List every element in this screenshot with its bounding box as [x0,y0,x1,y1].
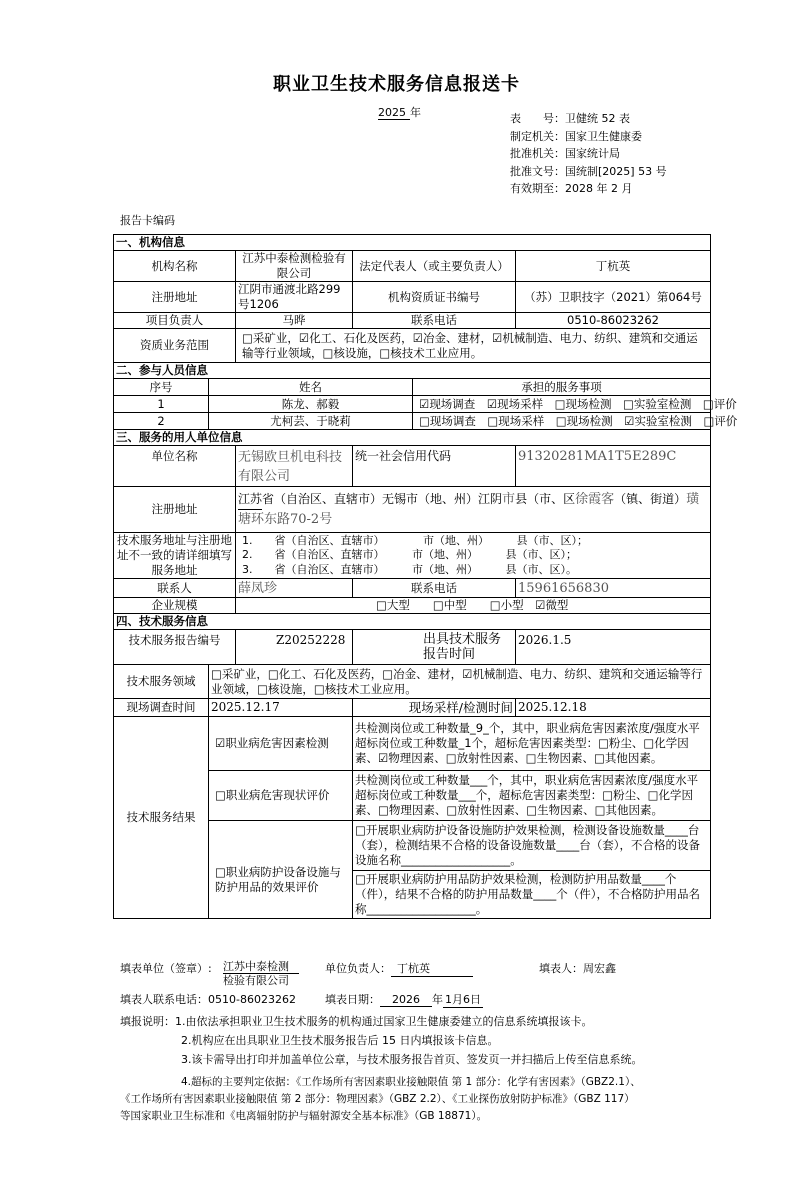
fill-unit-label: 填表单位（签章）: [120,962,212,975]
item-label: 评价 [714,413,738,428]
scope-label: 资质业务范围 [114,329,236,363]
staff-row [114,396,711,413]
item-label: 评价 [713,396,737,411]
field-mark-3[interactable]: ☑ [462,666,473,681]
size-opt-2: 小型 [500,598,524,612]
fdate-md: 1月6日 [445,993,481,1006]
scope-opt-1: 化工、石化及医药， [309,330,413,345]
pm-label: 项目负责人 [114,313,236,329]
scope-opt-5: 核技术工业应用。 [390,345,483,360]
r1-mark[interactable]: ☑ [215,736,226,750]
item-mark[interactable]: □ [554,396,566,411]
item-mark[interactable]: ☑ [624,413,635,428]
col-name: 姓名 [209,379,413,396]
unit-name: 无锡欧旦机电科技有限公司 [236,446,353,487]
org-label: 制定机关： [510,129,565,143]
item-label: 现场检测 [565,396,612,411]
contact-tel: 15961656830 [516,579,711,598]
note-6: 等国家职业卫生标准和《电离辐射防护与辐射源安全基本标准》（GB 18871）。 [120,1110,488,1122]
unit-name-label: 单位名称 [114,446,236,487]
unit-prov: 江苏 [238,490,262,510]
scope-options [236,329,711,363]
item-label: 实验室检测 [633,396,692,411]
legal-rep-label: 法定代表人（或主要负责人） [353,251,516,282]
field-opt-3: 机械制造、电力、纺织、建筑和交通运输等行业领域， [211,666,703,696]
section-org-title: 一、机构信息 [114,235,711,251]
col-no: 序号 [114,379,209,396]
report-date-label: 出具技术服务报告时间 [353,630,516,665]
field-opt-0: 采矿业， [221,666,268,681]
scope-mark-1[interactable]: ☑ [298,330,310,345]
sample-date: 2025.12.18 [516,699,711,717]
ftel: 0510-86023262 [208,993,296,1006]
unit-addr-label: 注册地址 [114,487,236,533]
r1-text: 共检测岗位或工种数量_9_个，其中，职业病危害因素浓度/强度水平超标岗位或工种数量_1个，超标危害因素类型：□粉尘、□化学因素、☑物理因素、□放射性因素、□生物因素、□其他因素。 [353,717,711,771]
org-addr-label: 注册地址 [114,282,236,313]
section-staff-title: 二、参与人员信息 [114,363,711,379]
scope-mark-3[interactable]: ☑ [492,330,503,345]
head: 丁杭英 [391,960,473,977]
field-options [209,665,711,699]
unit-county: 市 [502,492,516,507]
field-opt-4: 核设施， [267,681,314,696]
item-label: 现场调查 [429,413,476,428]
field-mark-4[interactable]: □ [257,681,268,696]
org-tel-label: 联系电话 [353,313,516,329]
item-mark[interactable]: □ [487,413,499,428]
head-block [325,960,473,977]
org: 国家卫生健康委 [565,129,642,143]
valid-label: 有效期至： [510,182,565,195]
fdate-label: 填表日期： [325,993,380,1006]
form-metadata [510,110,667,198]
svc-line-3: 3. 省（自治区、直辖市） 市（地、州） 县（市、区）。 [242,562,577,576]
ftel-label: 填表人联系电话： [120,993,208,1006]
r4-text: □开展职业病防护用品防护效果检测，检测防护用品数量____个（件），结果不合格的防护用品数量____个（件），不合格防护用品名称___________________。 [353,871,711,919]
cert-label: 机构资质证书编号 [353,282,516,313]
scope-opt-2: 冶金、建材， [423,330,492,345]
field-mark-5[interactable]: □ [313,681,325,696]
fill-unit: 江苏中泰检测检验有限公司 [223,960,289,987]
item-label: 现场调查 [429,396,476,411]
svc-addr [236,533,711,579]
svc-line-2: 2. 省（自治区、直辖市） 市（地、州） 县（市、区）； [242,548,577,562]
r2-cell [209,771,353,821]
field-label: 技术服务领域 [114,665,209,699]
r3-cell [209,821,353,919]
page-title: 职业卫生技术服务信息报送卡 [273,74,520,95]
sample-label: 现场采样/检测时间 [353,699,516,717]
note-1: 填报说明：1.由依法承担职业卫生技术服务的机构通过国家卫生健康委建立的信息系统填报该卡。 [120,1015,593,1028]
size-mark-1[interactable]: □ [432,598,444,612]
item-mark[interactable]: □ [702,396,714,411]
legal-rep: 丁杭英 [516,251,711,282]
note-5: 《工作场所有害因素职业接触限值 第 2 部分：物理因素》（GBZ 2.2）、《工业探伤放射防护标准》（GBZ 117） [120,1093,635,1105]
col-item: 承担的服务事项 [413,379,711,396]
scope-mark-0[interactable]: □ [242,330,253,345]
report-year [378,104,421,120]
scope-mark-2[interactable]: ☑ [412,330,423,345]
staff-name: 尤柯芸、于晓莉 [209,413,413,430]
size-mark-0[interactable]: □ [376,598,387,612]
county-suffix: 县（市、区 [515,492,576,506]
item-mark[interactable]: □ [419,413,430,428]
note-2: 2.机构应在出具职业卫生技术服务报告后 15 日内填报该卡信息。 [181,1034,499,1047]
field-opt-1: 化工、石化及医药， [278,666,383,681]
scope-mark-5[interactable]: □ [379,345,391,360]
field-mark-0[interactable]: □ [211,666,222,681]
staff-no: 2 [114,413,209,430]
r3-label: 职业病防护设备设施与防护用品的效果评价 [215,864,341,894]
note-4: 4.超标的主要判定依据：《工作场所有害因素职业接触限值 第 1 部分：化学有害因素》（GBZ2.1）、 [181,1076,641,1088]
table-no-label: 表 号： [510,112,565,125]
field-mark-1[interactable]: □ [267,666,279,681]
doc-label: 批准文号： [510,164,565,178]
item-label: 现场采样 [497,396,544,411]
r1-label: 职业病危害因素检测 [225,736,329,750]
survey-date: 2025.12.17 [209,699,353,717]
size-opt-1: 中型 [443,598,467,612]
size-opt-0: 大型 [386,598,410,612]
unit-addr [236,487,711,533]
staff-name: 陈龙、郝毅 [209,396,413,413]
doc: 国统制[2025] 53 号 [565,164,667,178]
scope-mark-4[interactable]: □ [322,345,334,360]
item-label: 实验室检测 [634,413,692,428]
svc-addr-label: 技术服务地址与注册地址不一致的请详细填写服务地址 [114,533,236,579]
fill-unit-underline [223,973,299,974]
r2-label: 职业病危害现状评价 [225,788,330,802]
r3-text: □开展职业病防护设备设施防护效果检测，检测设备设施数量____台（套），检测结果不合格的设备设施数量____台（套），不合格的设备设施名称___________________。 [353,821,711,871]
valid: 2028 年 2 月 [565,182,633,195]
field-mark-2[interactable]: □ [382,666,394,681]
info-form [113,234,738,919]
r2-text: 共检测岗位或工种数量___个，其中，职业病危害因素浓度/强度水平超标岗位或工种数量___个，超标危害因素类型：□粉尘、□化学因素、□物理因素、□放射性因素、□生物因素、□其他因素。 [353,771,711,821]
item-mark[interactable]: □ [555,413,567,428]
item-mark[interactable]: ☑ [486,396,498,411]
contact: 薛凤珍 [236,579,353,598]
report-date: 2026.1.5 [516,630,711,665]
credit-label: 统一社会信用代码 [353,446,516,487]
item-mark[interactable]: □ [703,413,715,428]
field-opt-5: 核技术工业应用。 [324,681,417,696]
size-mark-3[interactable]: ☑ [535,598,546,612]
year-suffix: 年 [410,106,421,119]
survey-label: 现场调查时间 [114,699,209,717]
r3-mark[interactable]: □ [215,864,226,879]
pm: 马晔 [236,313,353,329]
item-label: 现场检测 [566,413,613,428]
prov-suffix: 省（自治区、直辖市） [262,492,383,506]
filler-label: 填表人： [539,962,583,975]
r2-mark[interactable]: □ [215,788,226,802]
staff-row [114,413,711,430]
fdate-block [325,991,483,1008]
approve-label: 批准机关： [510,147,565,160]
credit-code: 91320281MA1T5E289C [516,446,711,487]
town-suffix: （镇、街道） [614,492,687,506]
unit-street: 璜塘环东路70-2号 [238,492,700,527]
section-service-title: 四、技术服务信息 [114,614,711,630]
approve: 国家统计局 [565,147,620,160]
size-mark-2[interactable]: □ [489,598,501,612]
item-mark[interactable]: □ [623,396,634,411]
field-opt-2: 冶金、建材， [393,666,463,681]
item-label: 现场采样 [498,413,545,428]
footer-line-2 [120,991,296,1007]
report-no-label: 技术服务报告编号 [114,630,236,665]
unit-city: 无锡市（地、州）江阴 [382,492,503,506]
scope-opt-0: 采矿业， [252,330,299,345]
org-tel: 0510-86023262 [516,313,711,329]
unit-town: 徐霞客 [575,492,615,507]
staff-items [413,413,738,430]
size-label: 企业规模 [114,598,236,614]
footer-line-1 [120,960,212,976]
r1-cell [209,717,353,771]
size-opt-3: 微型 [545,598,569,612]
filler-block [539,960,616,976]
contact-label: 联系人 [114,579,236,598]
cert-no: （苏）卫职技字（2021）第064号 [516,282,711,313]
section-employer-title: 三、服务的用人单位信息 [114,430,711,446]
svc-line-1: 1. 省（自治区、直辖市） 市（地、州） 县（市、区）； [242,533,588,547]
result-label: 技术服务结果 [114,717,209,919]
item-mark[interactable]: ☑ [419,396,430,411]
fdate-year-suffix: 年 [432,993,443,1006]
fdate-year: 2026 [380,993,432,1007]
table-no: 卫健统 52 表 [565,112,630,125]
year-value: 2025 [378,106,410,120]
staff-no: 1 [114,396,209,413]
contact-tel-label: 联系电话 [353,579,516,598]
head-label: 单位负责人： [325,962,391,975]
report-no: Z20252228 [236,630,353,665]
note-3: 3.该卡需导出打印并加盖单位公章，与技术服务报告首页、签发页一并扫描后上传至信息系统。 [181,1053,643,1066]
filler: 周宏鑫 [583,962,616,975]
org-name: 江苏中泰检测检验有限公司 [236,251,353,282]
scope-opt-4: 核设施， [333,345,380,360]
card-code-label: 报告卡编码 [120,214,175,227]
scope-opt-3: 机械制造、电力、纺织、建筑和交通运输等行业领域， [242,330,698,360]
org-addr: 江阴市通渡北路299号1206 [236,282,353,313]
size-options [236,598,711,614]
org-name-label: 机构名称 [114,251,236,282]
staff-items [413,396,737,413]
